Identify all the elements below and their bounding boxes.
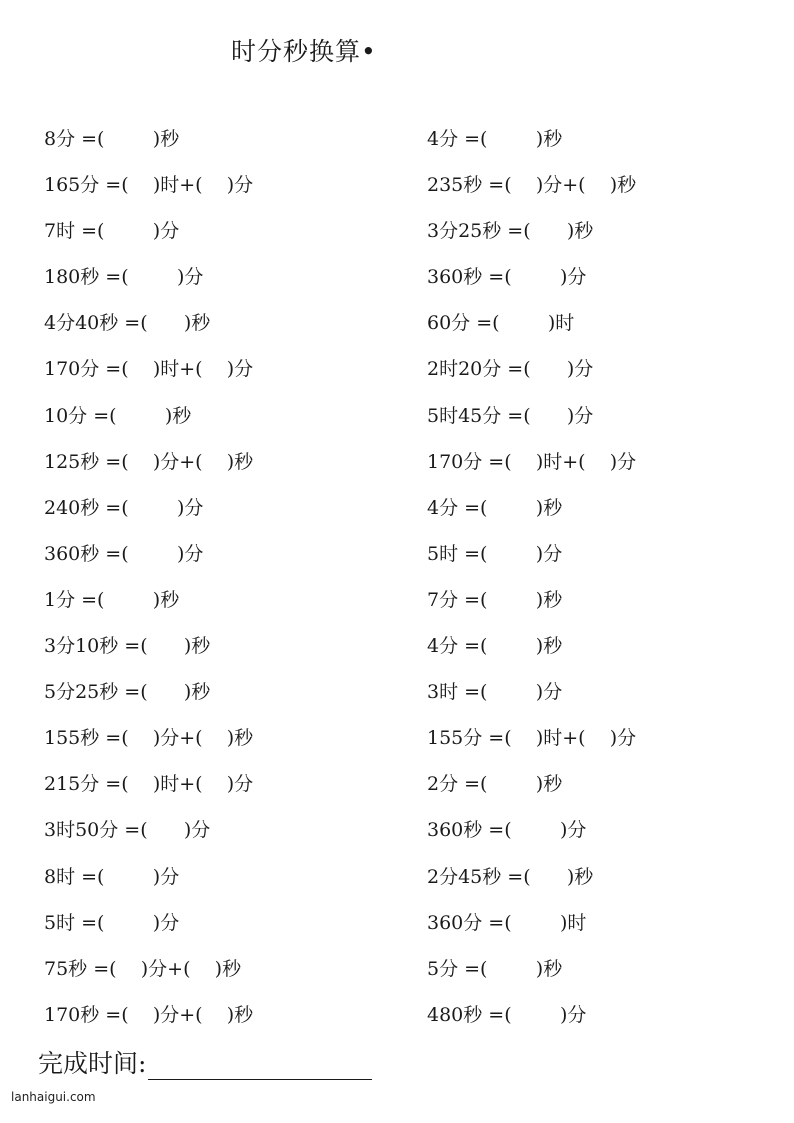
problem-text: )分	[559, 266, 587, 289]
problem-text: )秒	[183, 635, 211, 658]
problem-row	[427, 169, 636, 215]
problem-text: )秒	[152, 128, 180, 150]
answer-blank[interactable]	[203, 451, 227, 473]
problem-row	[44, 630, 253, 676]
problem-text: )分+(	[152, 450, 203, 473]
problem-text: =(	[75, 911, 105, 934]
problem-row	[427, 768, 636, 814]
problem-row	[427, 215, 636, 261]
problem-text: =(	[87, 957, 117, 980]
problem-text: )分	[152, 865, 180, 888]
answer-blank[interactable]	[531, 358, 567, 380]
problem-row	[427, 584, 636, 630]
problem-expression: 170分	[427, 450, 483, 473]
problem-text: )分	[609, 727, 637, 750]
problem-expression: 2分45秒	[427, 865, 502, 888]
answer-blank[interactable]	[129, 497, 177, 519]
answer-blank[interactable]	[129, 174, 153, 196]
problem-text: =(	[99, 174, 129, 197]
problem-text: =(	[75, 128, 105, 150]
problem-text: )分	[535, 681, 563, 704]
problem-row	[427, 722, 636, 768]
answer-blank[interactable]	[512, 174, 536, 196]
problem-text: =(	[99, 496, 129, 519]
answer-blank[interactable]	[512, 819, 560, 841]
answer-blank[interactable]	[129, 727, 153, 749]
answer-blank[interactable]	[487, 773, 535, 795]
problem-text: =(	[118, 681, 148, 704]
problem-text: )秒	[226, 450, 254, 473]
problem-expression: 170秒	[44, 1003, 100, 1026]
problem-text: )秒	[535, 957, 563, 980]
problem-text: )时+(	[152, 174, 203, 197]
answer-blank[interactable]	[500, 312, 548, 334]
problem-text: =(	[501, 865, 531, 888]
answer-blank[interactable]	[203, 358, 227, 380]
answer-blank[interactable]	[586, 451, 610, 473]
problem-expression: 235秒	[427, 174, 483, 197]
problem-expression: 360秒	[427, 819, 483, 842]
answer-blank[interactable]	[104, 912, 152, 934]
problem-row	[427, 492, 636, 538]
problem-text: )分	[226, 358, 254, 381]
problem-row	[427, 907, 636, 953]
problem-row	[427, 538, 636, 584]
problem-text: =(	[75, 220, 105, 243]
answer-blank[interactable]	[586, 727, 610, 749]
problem-expression: 5时45分	[427, 404, 502, 427]
problem-expression: 5时	[427, 542, 459, 565]
answer-blank[interactable]	[512, 266, 560, 288]
problem-text: )分	[176, 542, 204, 565]
answer-blank[interactable]	[586, 174, 610, 196]
problem-text: )秒	[566, 865, 594, 888]
answer-blank[interactable]	[129, 1004, 153, 1026]
problem-row	[427, 861, 636, 907]
problem-row	[44, 861, 253, 907]
problem-expression: 5时	[44, 911, 76, 934]
problem-row	[427, 353, 636, 399]
answer-blank[interactable]	[512, 1004, 560, 1026]
problem-text: =(	[482, 450, 512, 473]
answer-blank[interactable]	[512, 727, 536, 749]
answer-blank[interactable]	[531, 405, 567, 427]
problem-row	[44, 123, 253, 169]
answer-blank[interactable]	[129, 266, 177, 288]
answer-blank[interactable]	[203, 773, 227, 795]
problem-row	[44, 215, 253, 261]
problem-column-right	[427, 123, 636, 1045]
problem-text: )时	[559, 911, 587, 934]
problem-expression: 155秒	[44, 727, 100, 750]
problem-text: )分+(	[140, 957, 191, 980]
problem-row	[44, 907, 253, 953]
problem-text: =(	[458, 496, 488, 519]
problem-text: =(	[482, 911, 512, 934]
problem-text: )时+(	[152, 358, 203, 381]
problem-expression: 5分25秒	[44, 681, 119, 704]
problem-text: =(	[470, 312, 500, 335]
problem-row	[44, 676, 253, 722]
problem-text: )秒	[609, 174, 637, 197]
problem-text: )秒	[535, 588, 563, 611]
answer-blank[interactable]	[117, 958, 141, 980]
problem-text: )时+(	[535, 450, 586, 473]
problem-row	[44, 953, 253, 999]
answer-blank[interactable]	[129, 358, 153, 380]
problem-expression: 165分	[44, 174, 100, 197]
problem-text: =(	[99, 542, 129, 565]
problem-row	[44, 400, 253, 446]
problem-row	[427, 676, 636, 722]
problem-text: )分	[559, 1003, 587, 1026]
problem-text: )秒	[183, 681, 211, 704]
answer-blank[interactable]	[129, 543, 177, 565]
problem-expression: 60分	[427, 312, 471, 335]
problem-text: )时+(	[535, 727, 586, 750]
problem-expression: 7分	[427, 588, 459, 611]
problem-text: )秒	[183, 312, 211, 335]
problem-text: =(	[99, 773, 129, 796]
problem-expression: 180秒	[44, 266, 100, 289]
answer-blank[interactable]	[129, 773, 153, 795]
answer-blank[interactable]	[203, 727, 227, 749]
problem-text: )秒	[226, 1003, 254, 1026]
problem-text: =(	[458, 128, 488, 150]
problem-text: )分	[226, 174, 254, 197]
problem-text: =(	[501, 220, 531, 243]
problem-text: =(	[99, 450, 129, 473]
problem-row	[44, 584, 253, 630]
problem-text: =(	[458, 588, 488, 611]
problem-row	[44, 261, 253, 307]
problem-text: =(	[75, 865, 105, 888]
problem-expression: 360秒	[44, 542, 100, 565]
answer-blank[interactable]	[203, 1004, 227, 1026]
problem-row	[44, 446, 253, 492]
completion-time-blank[interactable]	[148, 1051, 372, 1080]
problem-expression: 125秒	[44, 450, 100, 473]
problem-row	[44, 722, 253, 768]
problem-row	[44, 768, 253, 814]
answer-blank[interactable]	[487, 958, 535, 980]
answer-blank[interactable]	[117, 405, 165, 427]
problem-expression: 5分	[427, 957, 459, 980]
problem-text: =(	[482, 174, 512, 197]
problem-text: =(	[118, 635, 148, 658]
answer-blank[interactable]	[487, 497, 535, 519]
problem-expression: 75秒	[44, 957, 88, 980]
problem-text: =(	[458, 635, 488, 658]
problem-text: )时+(	[152, 773, 203, 796]
problem-row	[427, 999, 636, 1045]
answer-blank[interactable]	[104, 866, 152, 888]
problem-text: =(	[99, 358, 129, 381]
problem-row	[44, 999, 253, 1045]
problem-expression: 170分	[44, 358, 100, 381]
problem-expression: 3分10秒	[44, 635, 119, 658]
answer-blank[interactable]	[487, 589, 535, 611]
problem-column-left	[44, 123, 253, 1045]
problem-text: )秒	[535, 773, 563, 796]
answer-blank[interactable]	[148, 681, 184, 703]
problem-text: )分+(	[152, 727, 203, 750]
problem-text: )分+(	[535, 174, 586, 197]
problem-expression: 4分40秒	[44, 312, 119, 335]
problem-row	[427, 123, 636, 169]
answer-blank[interactable]	[129, 451, 153, 473]
problem-text: )秒	[566, 220, 594, 243]
problem-row	[427, 446, 636, 492]
problem-expression: 360秒	[427, 266, 483, 289]
answer-blank[interactable]	[512, 451, 536, 473]
problem-text: )分	[226, 773, 254, 796]
problem-text: )分	[152, 220, 180, 243]
problem-text: )分	[535, 542, 563, 565]
problem-expression: 3时50分	[44, 819, 119, 842]
problem-text: =(	[99, 266, 129, 289]
problem-text: =(	[118, 819, 148, 842]
problem-expression: 4分	[427, 635, 459, 658]
problem-expression: 4分	[427, 128, 459, 150]
problem-text: )时	[547, 312, 575, 335]
page-title: 时分秒换算•	[231, 37, 377, 66]
answer-blank[interactable]	[487, 128, 535, 150]
problem-text: )分	[566, 404, 594, 427]
problem-text: =(	[458, 542, 488, 565]
problem-expression: 8分	[44, 128, 76, 150]
problem-text: =(	[458, 957, 488, 980]
problem-expression: 155分	[427, 727, 483, 750]
problem-row	[44, 307, 253, 353]
problem-text: )分	[566, 358, 594, 381]
answer-blank[interactable]	[531, 220, 567, 242]
problem-expression: 4分	[427, 496, 459, 519]
problem-text: )分	[152, 911, 180, 934]
problem-text: )分+(	[152, 1003, 203, 1026]
problem-row	[44, 492, 253, 538]
answer-blank[interactable]	[104, 589, 152, 611]
problem-text: =(	[482, 1003, 512, 1026]
problem-expression: 2时20分	[427, 358, 502, 381]
problem-expression: 215分	[44, 773, 100, 796]
problem-expression: 7时	[44, 220, 76, 243]
answer-blank[interactable]	[104, 220, 152, 242]
problem-text: =(	[99, 727, 129, 750]
problem-text: )秒	[226, 727, 254, 750]
problem-row	[427, 814, 636, 860]
completion-time	[38, 1044, 372, 1080]
problem-expression: 3分25秒	[427, 220, 502, 243]
problem-text: =(	[87, 404, 117, 427]
problem-text: )分	[176, 496, 204, 519]
problem-expression: 1分	[44, 588, 76, 611]
problem-text: =(	[118, 312, 148, 335]
problem-text: =(	[501, 404, 531, 427]
problem-text: )分	[183, 819, 211, 842]
problem-text: )分	[176, 266, 204, 289]
problem-text: )秒	[535, 635, 563, 658]
problem-row	[44, 538, 253, 584]
problem-text: =(	[99, 1003, 129, 1026]
answer-blank[interactable]	[531, 866, 567, 888]
problem-expression: 2分	[427, 773, 459, 796]
problem-expression: 3时	[427, 681, 459, 704]
answer-blank[interactable]	[487, 543, 535, 565]
problem-text: )分	[609, 450, 637, 473]
completion-time-label: 完成时间:	[38, 1049, 147, 1078]
problem-expression: 480秒	[427, 1003, 483, 1026]
problem-row	[44, 353, 253, 399]
answer-blank[interactable]	[487, 635, 535, 657]
answer-blank[interactable]	[148, 819, 184, 841]
problem-text: =(	[501, 358, 531, 381]
answer-blank[interactable]	[487, 681, 535, 703]
answer-blank[interactable]	[203, 174, 227, 196]
problem-text: )分	[559, 819, 587, 842]
problem-text: )秒	[535, 496, 563, 519]
problem-text: =(	[482, 727, 512, 750]
problem-text: )秒	[214, 957, 242, 980]
problem-row	[44, 169, 253, 215]
problem-text: )秒	[535, 128, 563, 150]
problem-row	[427, 630, 636, 676]
problem-expression: 240秒	[44, 496, 100, 519]
problem-text: =(	[458, 681, 488, 704]
problem-row	[44, 814, 253, 860]
problem-row	[427, 307, 636, 353]
problem-text: =(	[482, 266, 512, 289]
problem-text: )秒	[152, 588, 180, 611]
answer-blank[interactable]	[148, 635, 184, 657]
problem-text: )秒	[164, 404, 192, 427]
problem-row	[427, 400, 636, 446]
answer-blank[interactable]	[512, 912, 560, 934]
problem-text: =(	[482, 819, 512, 842]
problem-row	[427, 261, 636, 307]
answer-blank[interactable]	[148, 312, 184, 334]
site-watermark: lanhaigui.com	[11, 1090, 96, 1104]
problem-text: =(	[75, 588, 105, 611]
answer-blank[interactable]	[104, 128, 152, 150]
problem-row	[427, 953, 636, 999]
problem-expression: 10分	[44, 404, 88, 427]
problem-expression: 360分	[427, 911, 483, 934]
answer-blank[interactable]	[190, 958, 214, 980]
problem-text: =(	[458, 773, 488, 796]
problem-expression: 8时	[44, 865, 76, 888]
